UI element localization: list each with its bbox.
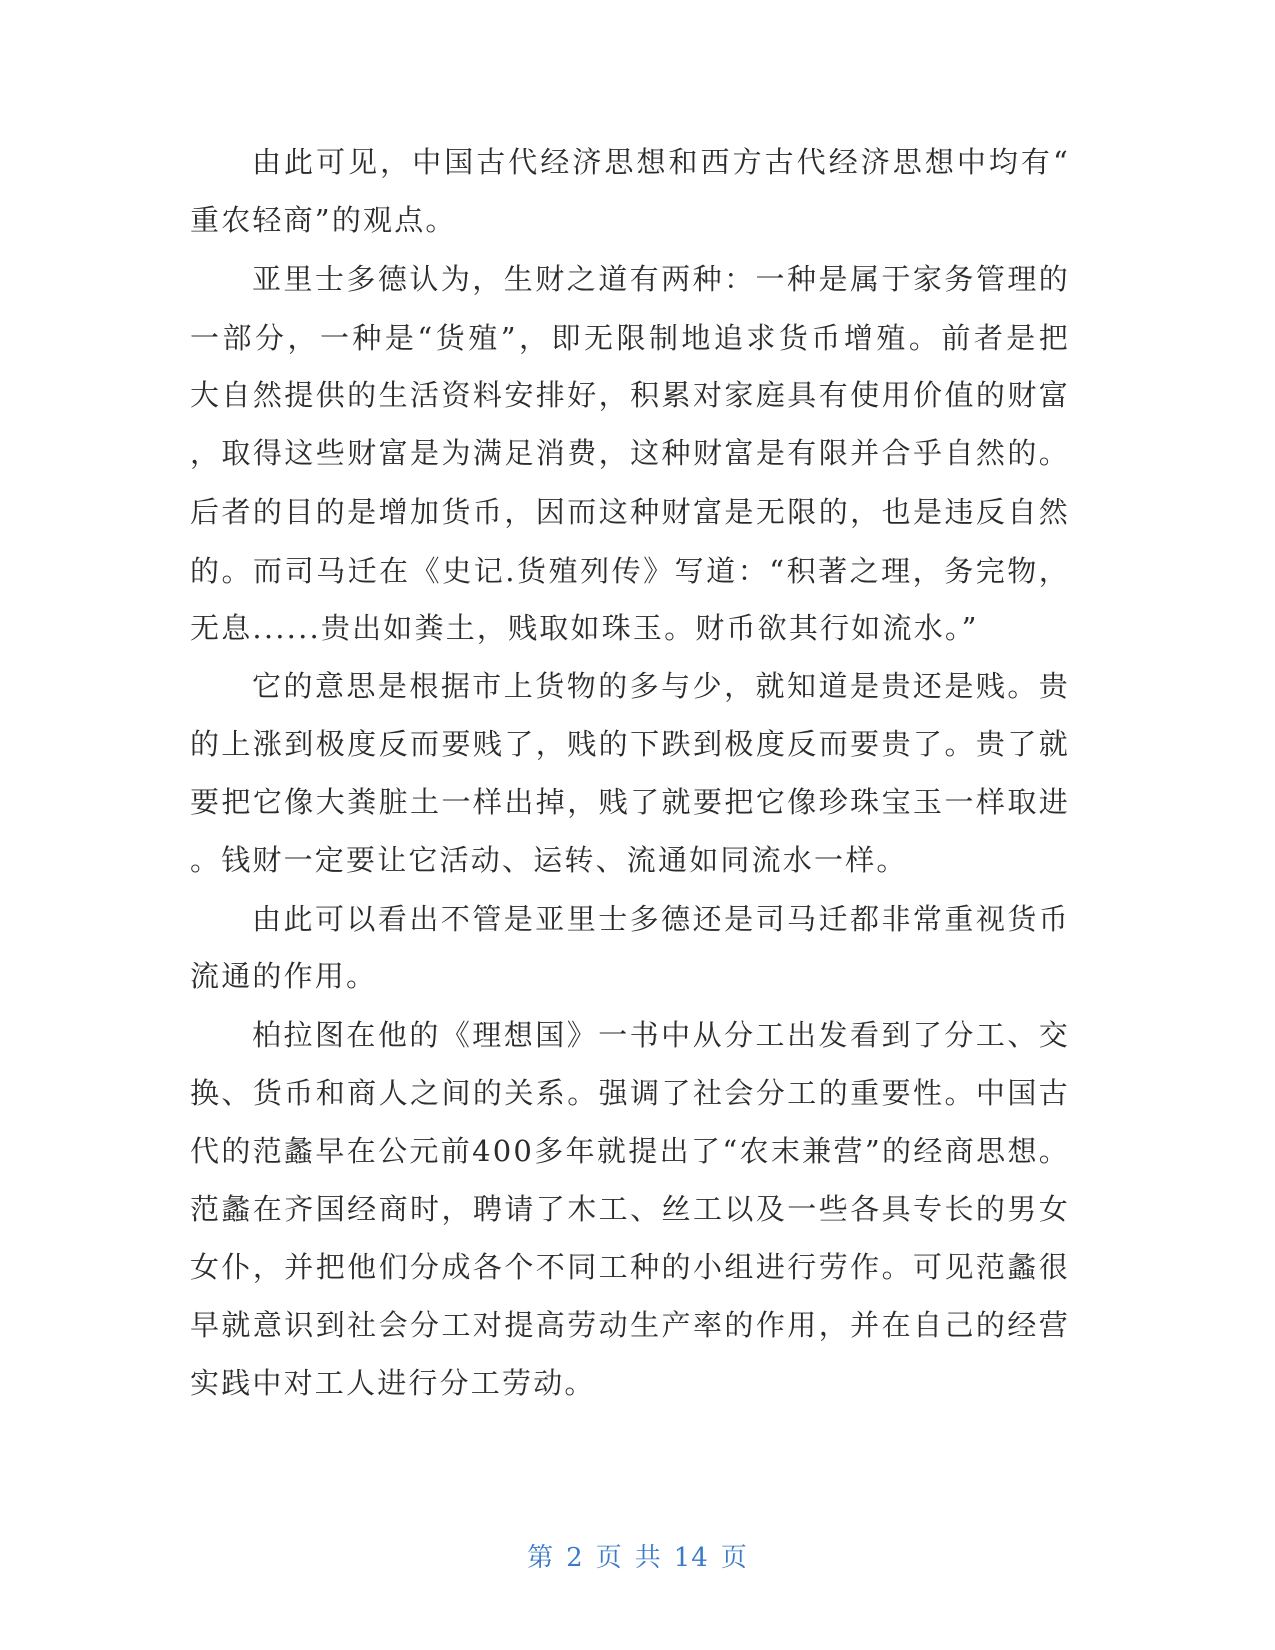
paragraph-5-line-2: 换、货币和商人之间的关系。强调了社会分工的重要性。中国古 <box>190 1076 1070 1110</box>
paragraph-3-line-4: 。钱财一定要让它活动、运转、流通如同流水一样。 <box>190 843 908 877</box>
paragraph-4-line-2: 流通的作用。 <box>190 959 378 993</box>
page-number-footer <box>0 1540 1275 1576</box>
paragraph-5-line-1: 柏拉图在他的《理想国》一书中从分工出发看到了分工、交 <box>252 1018 1070 1052</box>
paragraph-2-line-3: 大自然提供的生活资料安排好，积累对家庭具有使用价值的财富 <box>190 378 1070 412</box>
paragraph-5-line-5: 女仆，并把他们分成各个不同工种的小组进行劳作。可见范蠡很 <box>190 1250 1070 1284</box>
paragraph-1-line-2: 重农轻商”的观点。 <box>190 203 457 237</box>
paragraph-2-line-1: 亚里士多德认为，生财之道有两种：一种是属于家务管理的 <box>252 262 1070 296</box>
paragraph-4-line-1: 由此可以看出不管是亚里士多德还是司马迁都非常重视货币 <box>252 902 1070 936</box>
paragraph-2-line-2: 一部分，一种是“货殖”，即无限制地追求货币增殖。前者是把 <box>190 321 1070 355</box>
footer-current-page: 2 <box>566 1543 584 1573</box>
footer-total-word: 共 <box>634 1543 662 1573</box>
paragraph-2-line-4: ，取得这些财富是为满足消费，这种财富是有限并合乎自然的。 <box>190 436 1070 470</box>
paragraph-2-line-6: 的。而司马迁在《史记.货殖列传》写道：“积著之理，务完物， <box>190 554 1070 588</box>
footer-prefix: 第 <box>527 1543 555 1573</box>
paragraph-5-line-7: 实践中对工人进行分工劳动。 <box>190 1366 596 1400</box>
footer-total-pages: 14 <box>673 1543 709 1573</box>
paragraph-3-line-1: 它的意思是根据市上货物的多与少，就知道是贵还是贱。贵 <box>252 669 1070 703</box>
paragraph-3-line-3: 要把它像大粪脏土一样出掉，贱了就要把它像珍珠宝玉一样取进 <box>190 785 1070 819</box>
footer-suffix: 页 <box>720 1543 748 1573</box>
footer-page-word: 页 <box>595 1543 623 1573</box>
paragraph-2-line-5: 后者的目的是增加货币，因而这种财富是无限的，也是违反自然 <box>190 495 1070 529</box>
paragraph-1-line-1: 由此可见，中国古代经济思想和西方古代经济思想中均有“ <box>252 145 1070 179</box>
paragraph-2-line-7: 无息......贵出如粪土，贱取如珠玉。财币欲其行如流水。” <box>190 611 979 645</box>
paragraph-5-line-3: 代的范蠡早在公元前400多年就提出了“农末兼营”的经商思想。 <box>190 1134 1070 1168</box>
paragraph-5-line-4: 范蠡在齐国经商时，聘请了木工、丝工以及一些各具专长的男女 <box>190 1192 1070 1226</box>
paragraph-5-line-6: 早就意识到社会分工对提高劳动生产率的作用，并在自己的经营 <box>190 1308 1070 1342</box>
paragraph-3-line-2: 的上涨到极度反而要贱了，贱的下跌到极度反而要贵了。贵了就 <box>190 727 1070 761</box>
